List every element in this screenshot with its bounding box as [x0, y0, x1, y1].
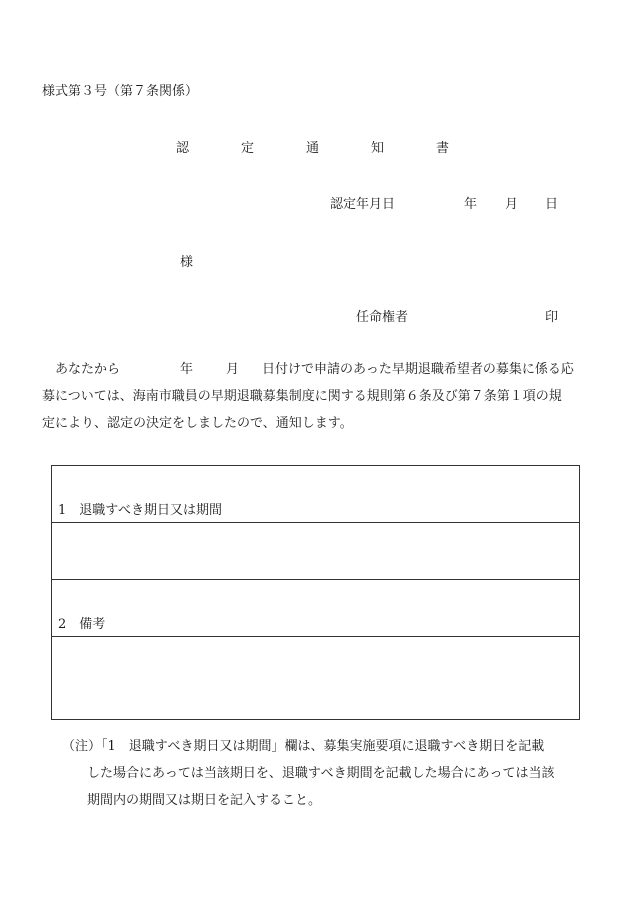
info-table: [51, 465, 580, 720]
retirement-period-label: 1 退職すべき期日又は期間: [58, 503, 223, 518]
issuer-label: 任命権者: [356, 310, 409, 325]
remarks-field[interactable]: [52, 637, 579, 721]
table-row-header-2: [52, 580, 579, 637]
title-char: 知: [371, 141, 385, 156]
body-prefix: あなたから: [55, 362, 121, 377]
footnote: [62, 733, 554, 814]
addressee-suffix: 様: [180, 255, 194, 270]
body-year: 年: [180, 362, 194, 377]
footnote-line: 期間内の期間又は期日を記入すること。: [87, 793, 322, 808]
date-month: 月: [505, 197, 519, 212]
table-row-header-1: [52, 466, 579, 523]
footnote-line: した場合にあっては当該期日を、退職すべき期間を記載した場合にあっては当該: [87, 766, 555, 781]
body-month: 月: [226, 362, 240, 377]
date-day: 日: [545, 197, 559, 212]
title-char: 認: [176, 141, 190, 156]
seal-mark: 印: [545, 310, 559, 325]
body-paragraph: [42, 356, 590, 437]
remarks-label: 2 備考: [58, 617, 106, 632]
title-char: 定: [241, 141, 255, 156]
title-char: 通: [306, 141, 320, 156]
body-line: [42, 356, 590, 383]
document-title: [176, 137, 501, 156]
body-rest: 日付けで申請のあった早期退職希望者の募集に係る応: [262, 362, 574, 377]
certification-date-label: 認定年月日: [330, 197, 396, 212]
body-line: 定により、認定の決定をしましたので、通知します。: [42, 416, 353, 431]
retirement-period-field[interactable]: [52, 523, 579, 580]
body-line: 募については、海南市職員の早期退職募集制度に関する規則第６条及び第７条第１項の規: [42, 389, 562, 404]
footnote-line: （注）「1 退職すべき期日又は期間」欄は、募集実施要項に退職すべき期日を記載: [62, 739, 545, 754]
title-char: 書: [436, 141, 450, 156]
date-year: 年: [464, 197, 478, 212]
form-number: 様式第３号（第７条関係）: [42, 84, 199, 99]
